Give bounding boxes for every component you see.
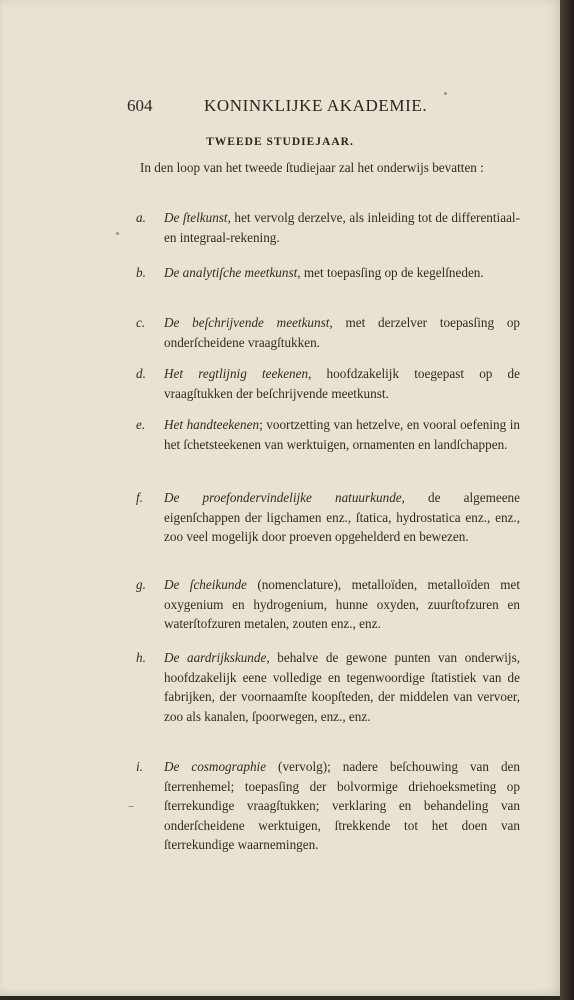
- item-term: De cosmographie: [164, 759, 267, 774]
- list-item-g: [130, 575, 520, 634]
- item-body: [164, 208, 520, 247]
- page-number: 604: [127, 96, 153, 115]
- paper-speck: [116, 232, 119, 235]
- item-term: De ſtelkunst: [164, 210, 228, 225]
- item-letter: b.: [136, 265, 146, 280]
- item-term: De beſchrijvende meetkunst: [164, 315, 330, 330]
- item-letter: h.: [136, 650, 146, 665]
- item-text: (nomenclature), metalloïden, metalloïden met oxygenium en hydrogenium, hunne oxyden, zuurſtofzuren en waterſtofzuren metalen, zouten enz., enz.: [164, 577, 520, 631]
- page-header: [0, 96, 560, 120]
- paper-speck: [444, 92, 447, 95]
- list-item-i: [130, 757, 520, 855]
- item-letter: e.: [136, 417, 146, 432]
- item-letter: a.: [136, 210, 146, 225]
- item-term: De proefondervindelijke natuurkunde: [164, 490, 402, 505]
- item-body: [164, 575, 520, 634]
- paper-speck: [128, 806, 134, 807]
- item-term: De aardrijkskunde: [164, 650, 267, 665]
- item-term: Het handteekenen: [164, 417, 260, 432]
- item-term: Het regtlijnig teekenen: [164, 366, 309, 381]
- item-body: [164, 648, 520, 726]
- item-text: (vervolg); nadere beſchouwing van den ſterrenhemel; toepasſing der bolvormige driehoeksmeting op ſterrekundige vraagſtukken; verklaring en behandeling van onderſcheidene werktuigen, ſtrekkende tot het doen van ſterrekundige waarnemingen.: [164, 759, 520, 852]
- section-title: TWEEDE STUDIEJAAR.: [206, 136, 354, 148]
- item-letter: i.: [136, 759, 143, 774]
- item-letter: d.: [136, 366, 146, 381]
- list-item-a: [130, 208, 520, 247]
- item-letter: c.: [136, 315, 146, 330]
- item-text: , behalve de gewone punten van onderwijs, hoofdzakelijk eene volledige en tegenwoordige ſtatistiek van de fabrijken, der voornaamſte koopſteden, der middelen van vervoer, zoo als kanalen, ſpoorwegen, enz., enz.: [164, 650, 520, 724]
- item-body: [164, 757, 520, 855]
- running-head: KONINKLIJKE AKADEMIE.: [204, 96, 428, 115]
- item-body: [164, 488, 520, 547]
- page-edge-shadow: [560, 0, 574, 1000]
- item-body: [164, 415, 520, 454]
- item-term: De analytiſche meetkunst: [164, 265, 298, 280]
- item-letter: f.: [136, 490, 143, 505]
- item-body: [164, 364, 520, 403]
- item-text: , hoofdzakelijk toegepast op de vraagſtukken der beſchrijvende meetkunst.: [164, 366, 520, 401]
- item-text: ; voortzetting van hetzelve, en vooral oefening in het ſchetsteekenen van werktuigen, ornamenten en landſchappen.: [164, 417, 520, 452]
- list-item-b: [130, 263, 520, 283]
- item-text: , de algemeene eigenſchappen der ligchamen enz., ſtatica, hydrostatica enz., enz., zoo veel mogelijk door proeven opgehelderd en bewezen.: [164, 490, 520, 544]
- item-body: [164, 313, 520, 352]
- item-body: [164, 263, 520, 283]
- item-text: , met toepasſing op de kegelſneden.: [297, 265, 484, 280]
- intro-paragraph: In den loop van het tweede ſtudiejaar zal het onderwijs bevatten :: [140, 160, 484, 175]
- item-term: De ſcheikunde: [164, 577, 247, 592]
- list-item-h: [130, 648, 520, 726]
- item-text: , met derzelver toepasſing op onderſcheidene vraagſtukken.: [164, 315, 521, 350]
- item-text: , het vervolg derzelve, als inleiding tot de differentiaal- en integraal-rekening.: [164, 210, 520, 245]
- list-item-d: [130, 364, 520, 403]
- list-item-f: [130, 488, 520, 547]
- item-letter: g.: [136, 577, 146, 592]
- list-item-c: [130, 313, 520, 352]
- list-item-e: [130, 415, 520, 454]
